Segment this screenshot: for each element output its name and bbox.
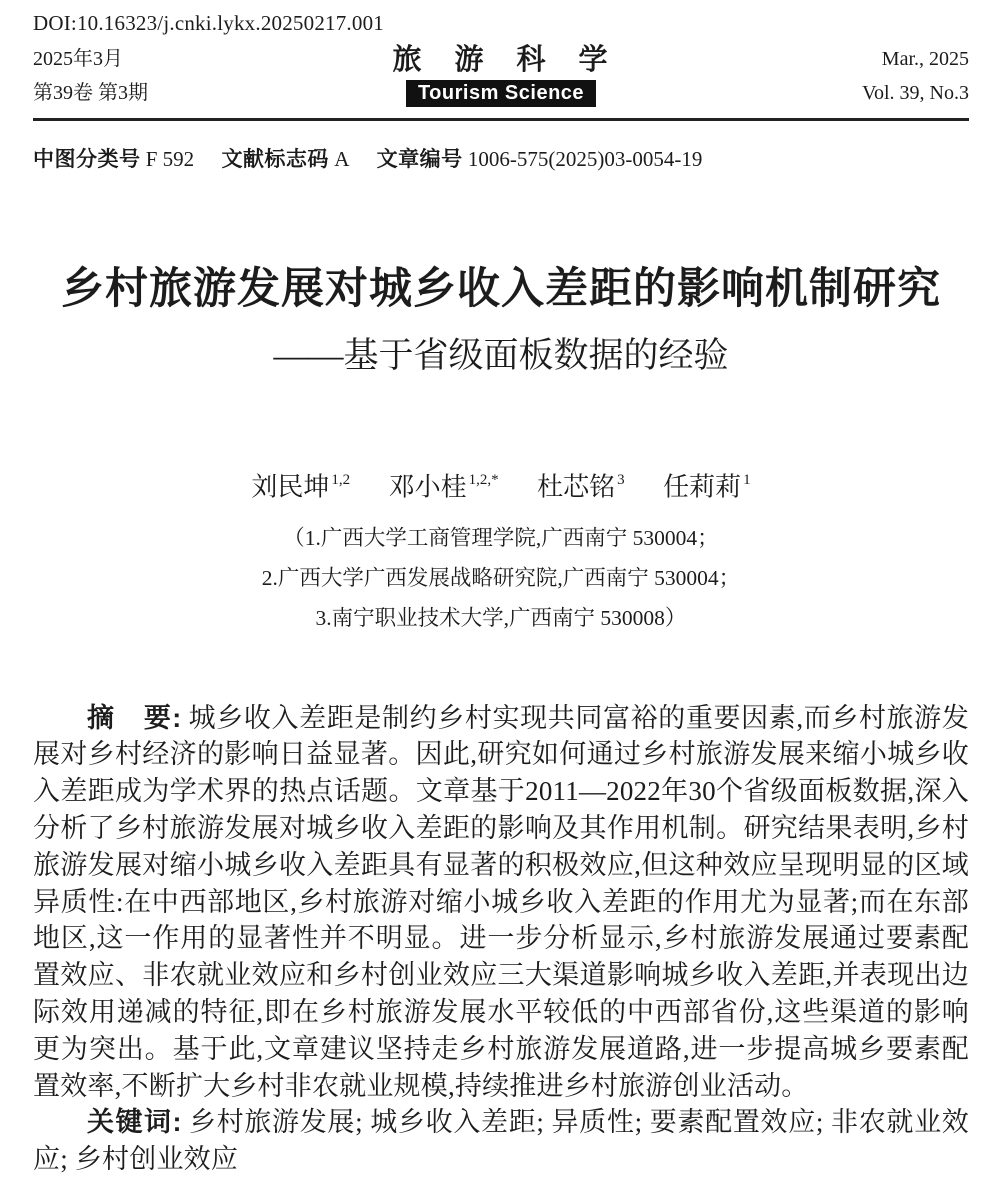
volume-cn: 第39卷 第3期	[33, 82, 148, 104]
author-name: 邓小桂	[388, 472, 467, 502]
author-name: 杜芯铭	[537, 472, 616, 502]
doc-code-label: 文献标志码	[221, 148, 329, 171]
issue-info-cn	[33, 42, 263, 110]
article-id-group	[377, 147, 703, 171]
abstract-label: 摘 要:	[87, 702, 183, 733]
keywords-text: 乡村旅游发展; 城乡收入差距; 异质性; 要素配置效应; 非农就业效应; 乡村创业效应	[33, 1107, 969, 1175]
issue-info-en	[739, 42, 969, 110]
affiliation-line: （1.广西大学工商管理学院,广西南宁 530004；	[283, 525, 719, 550]
article-id-label: 文章编号	[376, 148, 463, 171]
author	[663, 464, 751, 506]
issue-date-cn: 2025年3月	[33, 48, 123, 70]
doi-line: DOI:10.16323/j.cnki.lykx.20250217.001	[33, 11, 384, 35]
article-subtitle: ——基于省级面板数据的经验	[273, 336, 729, 375]
volume-en: Vol. 39, No.3	[862, 82, 969, 104]
affiliation-list	[33, 518, 969, 638]
clc-group	[33, 147, 194, 171]
author-affil-marker: 1	[743, 472, 751, 488]
author	[537, 464, 625, 506]
abstract-section	[33, 700, 969, 1178]
author-affil-marker: 3	[617, 472, 625, 488]
article-title: 乡村旅游发展对城乡收入差距的影响机制研究	[61, 265, 941, 313]
author-name: 刘民坤	[251, 472, 330, 502]
issue-date-en: Mar., 2025	[881, 48, 969, 70]
affiliation-line: 3.南宁职业技术大学,广西南宁 530008）	[315, 605, 687, 630]
keywords-label: 关键词:	[87, 1107, 183, 1138]
classification-line	[33, 145, 969, 174]
journal-masthead	[33, 42, 969, 110]
author	[251, 464, 350, 506]
author-affil-marker: 1,2	[331, 472, 351, 488]
doc-code-value: A	[334, 147, 350, 171]
header-divider	[33, 118, 969, 121]
journal-title-block	[263, 42, 739, 107]
journal-title-cn: 旅 游 科 学	[392, 44, 610, 76]
abstract-text: 城乡收入差距是制约乡村实现共同富裕的重要因素,而乡村旅游发展对乡村经济的影响日益显著。因此,研究如何通过乡村旅游发展来缩小城乡收入差距成为学术界的热点话题。文章基于2011—2022年30个省级面板数据,深入分析了乡村旅游发展对城乡收入差距的影响及其作用机制。研究结果表明,乡村旅游发展对缩小城乡收入差距具有显著的积极效应,但这种效应呈现明显的区域异质性:在中西部地区,乡村旅游对缩小城乡收入差距的作用尤为显著;而在东部地区,这一作用的显著性并不明显。进一步分析显示,乡村旅游发展通过要素配置效应、非农就业效应和乡村创业效应三大渠道影响城乡收入差距,并表现出边际效用递减的特征,即在乡村旅游发展水平较低的中西部省份,这些渠道的影响更为突出。基于此,文章建议坚持走乡村旅游发展道路,进一步提高城乡要素配置效率,不断扩大乡村非农就业规模,持续推进乡村旅游创业活动。	[33, 702, 969, 1101]
author-affil-marker: 1,2,*	[468, 472, 499, 488]
author	[389, 464, 499, 506]
keywords-paragraph	[33, 1104, 969, 1178]
clc-label: 中图分类号	[33, 148, 141, 171]
affiliation-line: 2.广西大学广西发展战略研究院,广西南宁 530004；	[261, 565, 741, 590]
article-id-value: 1006-575(2025)03-0054-19	[467, 147, 703, 171]
clc-value: F 592	[145, 147, 195, 171]
author-name: 任莉莉	[663, 472, 742, 502]
author-list	[33, 464, 969, 506]
abstract-paragraph	[33, 700, 969, 1105]
doc-code-group	[221, 147, 349, 171]
journal-title-en: Tourism Science	[406, 80, 596, 107]
